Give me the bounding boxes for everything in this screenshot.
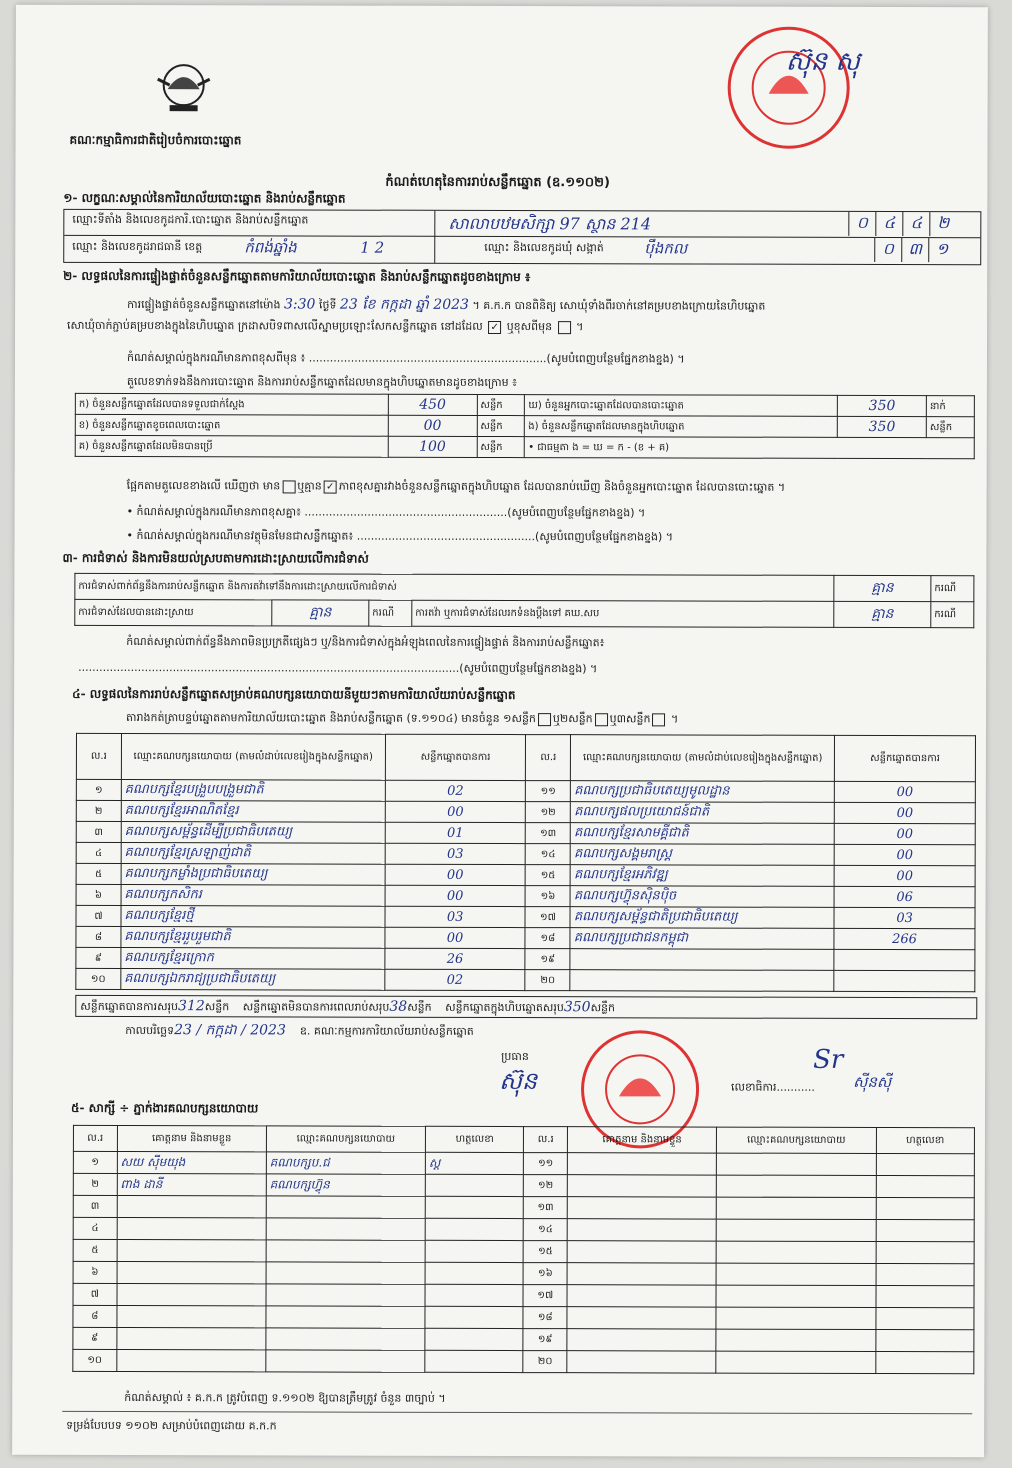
station-label: ឈ្មោះទីតាំង និងលេខកូដការិ.បោះឆ្នោត និងរាប់សន្លឹកឆ្នោត (72, 212, 309, 227)
witness-name (117, 1239, 266, 1261)
row-kh-value: 350 (838, 395, 927, 416)
discrepancy-line: ផ្អែកតាមតួលេខខាងលើ ឃើញថា មាន ឬគ្មាន ✓ ភាពខុសគ្នារវាងចំនួនសន្លឹកឆ្នោតក្នុងហិបឆ្នោត ដែលបានរាប់ឃើញ និងចំនួនអ្នកបោះឆ្នោត ដែលបានបោះឆ្នោត ។ (126, 479, 786, 494)
party-number: ១៦ (526, 886, 571, 907)
witness-empty (717, 1175, 876, 1197)
witness-empty (876, 1263, 975, 1285)
witness-name (117, 1195, 266, 1217)
witness-no: ៧ (73, 1283, 117, 1305)
party-name: គណបក្សសង្គមរាស្ត្រ (570, 844, 834, 866)
province-value: កំពង់ឆ្នាំង (244, 238, 297, 257)
table-row (73, 1349, 974, 1373)
row-c-label: គ) ចំនួនសន្លឹកឆ្នោតដែលមិនបានប្រើ (75, 435, 388, 457)
party-number: ១៧ (525, 907, 570, 928)
party-name: គណបក្សហ៊្វុនស៊ិនប៉ិច (570, 886, 834, 908)
party-number: ២០ (525, 970, 570, 991)
witness-no2: ១៦ (524, 1263, 568, 1285)
secretary-signature: Sr (813, 1044, 844, 1075)
witness-no: ២ (73, 1173, 117, 1195)
row-ng-value: 350 (838, 416, 927, 437)
witness-party: គណបក្សប.ជ (266, 1152, 425, 1174)
footer-note: កំណត់សម្គាល់ ៖ គ.ក.ក ត្រូវបំពេញ ទ.១១០២ ឱ្យបានត្រឹមត្រូវ ចំនួន ៣ច្បាប់ ។ (124, 1391, 446, 1405)
witness-no: ៥ (73, 1239, 117, 1261)
party-votes-table: ល.រ ឈ្មោះគណបក្សនយោបាយ (តាមលំដាប់លេខរៀងក្នុងសន្លឹកឆ្នោត) សន្លឹកឆ្នោតបានការ ល.រ ឈ្មោះគណបក្សនយោបាយ (តាមលំដាប់លេខរៀងក្នុងសន្លឹកឆ្នោត) សន្លឹកឆ្នោតបានការ ១ គណបក្សខ្មែរបង្រួបបង្រួមជាតិ 02 ១១ គណបក្សប្រជាធិបតេយ្យមូលដ្ឋាន 00 ២ គណបក្សខ្មែរអាណិតខ្មែរ 00 ១២ គណបក្សផលប្រយោជន៍ជាតិ 00 ៣ គណបក្សសម្ព័ន្ធដើម្បីប្រជាធិបតេយ្យ 01 ១៣ គណបក្សខ្មែរសាមគ្គីជាតិ 00 ៤ គណបក្សខ្មែរស្រឡាញ់ជាតិ 03 ១៤ គណបក្សសង្គមរាស្ត្រ 00 ៥ គណបក្សកម្លាំងប្រជាធិបតេយ្យ 00 ១៥ គណបក្សខ្មែរអភិវឌ្ឍ 00 ៦ គណបក្សកសិករ 00 ១៦ គណបក្សហ៊្វុនស៊ិនប៉ិច 06 ៧ គណបក្សខ្មែរថ្មី 03 ១៧ គណបក្សសម្ព័ន្ធជាតិប្រជាធិបតេយ្យ 03 ៨ គណបក្សខ្មែររួបរួមជាតិ 00 ១៨ គណបក្សប្រជាជនកម្ពុជា 266 ៩ គណបក្សខ្មែរក្រោក 26 ១៩ ១០ គណបក្សឯករាជ្យប្រជាធិបតេយ្យ 02 ២០ (75, 733, 976, 992)
complaints-resolved-label: ការជំទាស់ដែលបានដោះស្រាយ (75, 599, 272, 626)
witness-no2: ២០ (523, 1351, 567, 1373)
formula: • ជាធម្មតា ង = ឃ = ក - (ខ + គ) (525, 437, 975, 459)
witness-empty (716, 1241, 875, 1263)
table-row (73, 1261, 974, 1285)
witness-no: ១ (73, 1151, 117, 1173)
witness-sign (425, 1328, 523, 1350)
party-number: ៨ (76, 926, 121, 947)
witness-no2: ១៣ (524, 1197, 568, 1219)
table-row (73, 1239, 974, 1263)
party-votes: 00 (834, 802, 975, 823)
sheet3-checkbox[interactable] (652, 713, 665, 726)
witness-empty (875, 1329, 974, 1351)
table-row (73, 1283, 974, 1307)
party-name: គណបក្សខ្មែរបង្រួបបង្រួមជាតិ (121, 780, 385, 802)
party-votes: 02 (385, 780, 526, 801)
row-ng-label: ង) ចំនួនសន្លឹកឆ្នោតដែលមានក្នុងហិបឆ្នោត (525, 416, 838, 438)
party-votes: 00 (385, 927, 526, 948)
witness-empty (717, 1153, 876, 1175)
sheet1-checkbox[interactable] (538, 713, 551, 726)
witness-empty (567, 1329, 716, 1351)
footer-form: ទម្រង់បែបបទ ១១០២ សម្រាប់បំពេញដោយ គ.ក.ក (66, 1418, 277, 1433)
witness-sign (425, 1218, 523, 1240)
section3-note-2: .............................................................................................................(សូមបំពេញបន្ថែមផ្នែកខាងខ្នង) ។ (78, 660, 598, 676)
party-number: ៩ (76, 947, 121, 968)
witness-empty (875, 1307, 974, 1329)
table-row (76, 863, 975, 886)
party-votes: 00 (385, 801, 526, 822)
party-votes: 03 (385, 906, 526, 927)
section1-box (63, 209, 981, 265)
witness-empty (567, 1263, 716, 1285)
party-votes: 26 (385, 948, 526, 969)
witness-party (266, 1306, 425, 1328)
party-name: គណបក្សខ្មែររួបរួមជាតិ (121, 927, 385, 949)
witness-name (117, 1327, 266, 1349)
party-name: គណបក្សប្រជាធិបតេយ្យមូលដ្ឋាន (571, 781, 835, 803)
chair-signature: ស៊ុន (499, 1066, 538, 1096)
correct-checkbox[interactable]: ✓ (488, 320, 501, 333)
witness-empty (567, 1219, 716, 1241)
witness-sign (425, 1284, 523, 1306)
witness-name: ពាង ដានី (117, 1173, 266, 1195)
witness-empty (876, 1285, 975, 1307)
party-number: ១១ (526, 781, 571, 802)
committee-name: គណៈកម្មាធិការជាតិរៀបចំការបោះឆ្នោត (69, 132, 242, 148)
witness-empty (716, 1219, 875, 1241)
party-votes: 01 (385, 822, 526, 843)
document-page (12, 5, 988, 1458)
note-line-3: • កំណត់សម្គាល់ក្នុងករណីមានវត្ថុមិនមែនជាសន្លឹកឆ្នោត៖ ...................................................(សូមបំពេញបន្ថែមផ្នែកខាងខ្នង) ។ (126, 529, 674, 544)
party-number: ១ (76, 779, 121, 800)
complaints-resolved-value: គ្មាន (272, 600, 369, 626)
witness-sign: ស្ត (425, 1152, 523, 1174)
witness-empty (716, 1263, 875, 1285)
section2-heading: ២- លទ្ធផលនៃការផ្ទៀងផ្ទាត់ចំនួនសន្លឹកឆ្នោតតាមការិយាល័យបោះឆ្នោត និងរាប់សន្លឹកឆ្នោតដូចខាងក្រោម ៖ (63, 268, 531, 285)
party-number: ១០ (76, 968, 121, 989)
complaints-forwarded-value: គ្មាន (834, 601, 931, 627)
party-name: គណបក្សខ្មែរអាណិតខ្មែរ (121, 801, 385, 823)
witness-name (116, 1349, 265, 1371)
party-name: គណបក្សសម្ព័ន្ធដើម្បីប្រជាធិបតេយ្យ (121, 822, 385, 844)
witness-no: ១០ (73, 1349, 117, 1371)
witness-sign (425, 1196, 523, 1218)
party-name: គណបក្សកម្លាំងប្រជាធិបតេយ្យ (121, 864, 385, 886)
top-signature: ស៊ុន សុ (785, 46, 861, 77)
witness-empty (875, 1351, 974, 1373)
commune-code: ០ ៣ ១ (874, 238, 955, 262)
secretary-label: លេខាធិការ........... (731, 1080, 815, 1094)
nec-emblem-icon (148, 59, 220, 119)
complaints-table: ការជំទាស់ពាក់ព័ន្ធនឹងការរាប់សន្លឹកឆ្នោត និងការតវ៉ាទៅនឹងការដោះស្រាយលើការជំទាស់ គ្មាន ករណី ការជំទាស់ដែលបានដោះស្រាយ គ្មាន ករណី ការតវ៉ា ឬការជំទាស់ដែលរកទំនងប្តឹងទៅ គឃ.សប គ្មាន ករណី (74, 573, 974, 628)
witness-party: គណបក្សហ៊្វុន (266, 1174, 425, 1196)
reconcile-checks-line: សោឃុំចាក់ភ្ជាប់គម្របខាងក្នុងនៃហិបឆ្នោត ក្រដាសបិទពាសលើស្នាមប្រឡោះសែកសន្លឹកឆ្នោត នៅដដែល ✓ ឬខុសពីមុន ។ (67, 318, 584, 334)
witness-name (117, 1305, 266, 1327)
witness-party (266, 1240, 425, 1262)
has-discrepancy-checkbox[interactable] (282, 480, 295, 493)
witness-name: សយ ស៊ីមយុង (117, 1151, 266, 1173)
party-number: ៧ (76, 905, 121, 926)
province-code: 1 2 (360, 238, 385, 257)
table-row (76, 842, 975, 865)
witness-no2: ១៩ (523, 1329, 567, 1351)
party-number: ១៨ (525, 928, 570, 949)
section4-sheets: តារាងកត់ត្រាបន្ទប់ឆ្នោតតាមការិយាល័យបោះឆ្នោត និងរាប់សន្លឹកឆ្នោត (ទ.១១០៤) មានចំនួន ១សន្លឹក ឬ២សន្លឹក ឬ៣សន្លឹក ។ (126, 711, 679, 726)
witness-no2: ១១ (524, 1153, 568, 1175)
complaints-received-value: គ្មាន (834, 575, 931, 601)
party-votes: 06 (834, 886, 975, 907)
witness-name (117, 1217, 266, 1239)
witness-empty (876, 1197, 975, 1219)
party-votes: 00 (835, 781, 976, 802)
witness-empty (876, 1153, 975, 1175)
witness-sign (425, 1350, 523, 1372)
party-number: ១៩ (525, 949, 570, 970)
party-name: គណបក្សផលប្រយោជន៍ជាតិ (571, 802, 835, 824)
witness-name (117, 1261, 266, 1283)
party-name: គណបក្សឯករាជ្យប្រជាធិបតេយ្យ (121, 969, 385, 991)
section3-note: កំណត់សម្គាល់ពាក់ព័ន្ធនឹងភាពមិនប្រក្រតីផ្សេងៗ ឬ/និងការជំទាស់ក្នុងអំឡុងពេលនៃការផ្ទៀងផ្ទាត់ និងការរាប់សន្លឹកឆ្នោត៖ (126, 635, 605, 650)
table-row (73, 1173, 974, 1197)
witness-sign (425, 1174, 523, 1196)
row-b-label: ខ) ចំនួនសន្លឹកឆ្នោតខូចពេលបោះឆ្នោត (75, 414, 388, 436)
complaints-received-label: ការជំទាស់ពាក់ព័ន្ធនឹងការរាប់សន្លឹកឆ្នោត និងការតវ៉ាទៅនឹងការដោះស្រាយលើការជំទាស់ (75, 573, 834, 601)
row-kh-label: ឃ) ចំនួនអ្នកបោះឆ្នោតដែលបានបោះឆ្នោត (525, 395, 838, 417)
station-value: សាលាបឋមសិក្សា 97 ស្ថាន 214 (448, 213, 652, 234)
table-row (76, 800, 975, 823)
party-name (570, 970, 834, 992)
witness-no2: ១៥ (524, 1241, 568, 1263)
party-name: គណបក្សខ្មែរថ្មី (121, 906, 385, 928)
row-c-value: 100 (388, 436, 477, 457)
table-row (73, 1151, 974, 1175)
counting-line: តួលេខទាក់ទងនឹងការបោះឆ្នោត និងការរាប់សន្លឹកឆ្នោតដែលមានក្នុងហិបឆ្នោតមានដូចខាងក្រោម ៖ (126, 375, 517, 390)
party-number: ៦ (76, 884, 121, 905)
party-number: ៥ (76, 863, 121, 884)
table-row (76, 905, 975, 928)
section3-heading: ៣- ការជំទាស់ និងការមិនយល់ស្របតាមការដោះស្រាយលើការជំទាស់ (62, 550, 369, 566)
note-line-2: • កំណត់សម្គាល់ក្នុងករណីមានភាពខុសគ្នា៖ ..........................................................(សូមបំពេញបន្ថែមផ្នែកខាងខ្នង) ។ (126, 505, 646, 520)
party-name: គណបក្សកសិករ (121, 885, 385, 907)
party-name: គណបក្សសម្ព័ន្ធជាតិប្រជាធិបតេយ្យ (570, 907, 834, 929)
witness-no: ៣ (73, 1195, 117, 1217)
party-number: ២ (76, 800, 121, 821)
party-number: ៤ (76, 842, 121, 863)
witness-empty (567, 1285, 716, 1307)
witness-empty (567, 1307, 716, 1329)
party-name: គណបក្សខ្មែរសាមគ្គីជាតិ (571, 823, 835, 845)
witness-party (266, 1350, 425, 1372)
witness-party (266, 1196, 425, 1218)
witness-empty (876, 1219, 975, 1241)
note-line-1: កំណត់សម្គាល់ក្នុងករណីមានភាពខុសពីមុន ៖ ....................................................................(សូមបំពេញបន្ថែមផ្នែកខាងខ្នង) ។ (126, 351, 685, 366)
party-number: ១៤ (526, 844, 571, 865)
witness-empty (567, 1175, 716, 1197)
witness-empty (567, 1241, 716, 1263)
party-name: គណបក្សប្រជាជនកម្ពុជា (570, 928, 834, 950)
party-number: ៣ (76, 821, 121, 842)
row-a-value: 450 (388, 394, 477, 415)
party-votes: 00 (385, 864, 526, 885)
table-row (73, 1195, 974, 1219)
party-votes (834, 970, 975, 991)
witness-table: ល.រ គោត្តនាម និងនាមខ្លួន ឈ្មោះគណបក្សនយោបាយ ហត្ថលេខា ល.រ គោត្តនាម និងនាមខ្លួន ឈ្មោះគណបក្សនយោបាយ ហត្ថលេខា ១ សយ ស៊ីមយុង គណបក្សប.ជ ស្ត ១១ ២ ពាង ដានី គណបក្សហ៊្វុន ១២ ៣ ១៣ ៤ ១៤ ៥ ១៥ ៦ ១៦ ៧ ១៧ ៨ ១៨ ៩ ១៩ ១០ ២០ (72, 1125, 975, 1374)
witness-sign (425, 1306, 523, 1328)
witness-no2: ១២ (524, 1175, 568, 1197)
party-name (570, 949, 834, 971)
witness-empty (716, 1351, 875, 1373)
party-votes: 03 (385, 843, 526, 864)
party-number: ១៥ (526, 865, 571, 886)
witness-empty (876, 1241, 975, 1263)
party-name: គណបក្សខ្មែរស្រឡាញ់ជាតិ (121, 843, 385, 865)
no-discrepancy-checkbox[interactable]: ✓ (324, 480, 337, 493)
commune-label: ឈ្មោះ និងលេខកូដឃុំ សង្កាត់ (484, 240, 604, 255)
witness-no2: ១៤ (524, 1219, 568, 1241)
form-title: កំណត់ហេតុនៃការរាប់សន្លឹកឆ្នោត (ឧ.១១០២) (385, 174, 610, 191)
table-row (73, 1217, 974, 1241)
party-votes: 00 (834, 823, 975, 844)
section4-heading: ៤- លទ្ធផលនៃការរាប់សន្លឹកឆ្នោតសម្រាប់គណបក្សនយោបាយនីមួយៗតាមការិយាល័យរាប់សន្លឹកឆ្នោត (72, 686, 516, 703)
witness-no: ៤ (73, 1217, 117, 1239)
witness-empty (716, 1307, 875, 1329)
table-row (73, 1327, 974, 1351)
table-row (76, 926, 975, 949)
witness-no: ៦ (73, 1261, 117, 1283)
witness-party (266, 1262, 425, 1284)
witness-empty (876, 1175, 975, 1197)
table-row (76, 947, 975, 970)
row-b-value: 00 (388, 415, 477, 436)
witness-empty (567, 1153, 716, 1175)
row-a-label: ក) ចំនួនសន្លឹកឆ្នោតដែលបានទទួលជាក់ស្តែង (75, 393, 388, 415)
witness-no2: ១៨ (523, 1307, 567, 1329)
table-row (73, 1305, 974, 1329)
table-row (76, 821, 975, 844)
section5-heading: ៥- សាក្សី ÷ ភ្នាក់ងារគណបក្សនយោបាយ (70, 1100, 259, 1116)
commune-value: ប៉ឹងកល (644, 239, 688, 258)
witness-sign (425, 1262, 523, 1284)
station-code: ០ ៤ ៤ ២ (848, 212, 956, 236)
party-votes: 00 (834, 865, 975, 886)
reconcile-time-line: ការផ្ទៀងផ្ទាត់ចំនួនសន្លឹកឆ្នោតនៅម៉ោង 3:30 ថ្ងៃទី 23 ខែ កក្កដា ឆ្នាំ 2023 ។ គ.ក.ក បានពិនិត្យ សោឃុំទាំងពីរចាក់នៅគម្របខាងក្រោយនៃហិបឆ្នោត (127, 296, 766, 313)
party-votes: 02 (385, 969, 526, 990)
table-row (76, 779, 975, 802)
witness-empty (567, 1197, 716, 1219)
witness-empty (716, 1197, 875, 1219)
witness-sign (425, 1240, 523, 1262)
witness-party (266, 1284, 425, 1306)
ballot-reconciliation-table: ក) ចំនួនសន្លឹកឆ្នោតដែលបានទទួលជាក់ស្តែង 450 សន្លឹក ឃ) ចំនួនអ្នកបោះឆ្នោតដែលបានបោះឆ្នោត 350 នាក់ ខ) ចំនួនសន្លឹកឆ្នោតខូចពេលបោះឆ្នោត 00 សន្លឹក ង) ចំនួនសន្លឹកឆ្នោតដែលមានក្នុងហិបឆ្នោត 350 សន្លឹក គ) ចំនួនសន្លឹកឆ្នោតដែលមិនបានប្រើ 100 សន្លឹក • ជាធម្មតា ង = ឃ = ក - (ខ + គ) (75, 393, 975, 459)
witness-no2: ១៧ (523, 1285, 567, 1307)
table-row (76, 884, 975, 907)
party-name: គណបក្សខ្មែរអភិវឌ្ឍ (570, 865, 834, 887)
witness-no: ៨ (73, 1305, 117, 1327)
date-line: កាលបរិច្ឆេទ23 / កក្កដា / 2023 ឧ. គណៈកម្មការការិយាល័យរាប់សន្លឹកឆ្នោត (125, 1022, 474, 1039)
other-checkbox[interactable] (558, 321, 571, 334)
witness-party (266, 1328, 425, 1350)
table-row (76, 968, 975, 991)
chair-label: ប្រធាន (501, 1050, 529, 1064)
secretary-name: ស៊ីនសុី (853, 1072, 892, 1092)
party-number: ១៣ (526, 823, 571, 844)
party-number: ១២ (526, 802, 571, 823)
party-votes (834, 949, 975, 970)
section1-heading: ១- លក្ខណៈសម្គាល់នៃការិយាល័យបោះឆ្នោត និងរាប់សន្លឹកឆ្នោត (63, 190, 346, 206)
witness-empty (567, 1351, 716, 1373)
party-votes: 00 (385, 885, 526, 906)
party-votes: 00 (834, 844, 975, 865)
witness-empty (716, 1329, 875, 1351)
party-name: គណបក្សខ្មែរក្រោក (121, 948, 385, 970)
witness-name (117, 1283, 266, 1305)
totals-row: សន្លឹកឆ្នោតបានការសរុប312សន្លឹក សន្លឹកឆ្នោតមិនបានការពេលរាប់សរុប38សន្លឹក សន្លឹកឆ្នោតក្នុងហិបឆ្នោតសរុប350សន្លឹក (75, 995, 977, 1019)
witness-empty (716, 1285, 875, 1307)
witness-no: ៩ (73, 1327, 117, 1349)
witness-party (266, 1218, 425, 1240)
complaints-forwarded-label: ការតវ៉ា ឬការជំទាស់ដែលរកទំនងប្តឹងទៅ គឃ.សប (412, 600, 834, 627)
province-label: ឈ្មោះ និងលេខកូដរាជធានី ខេត្ត (72, 239, 203, 254)
party-votes: 03 (834, 907, 975, 928)
party-votes: 266 (834, 928, 975, 949)
sheet2-checkbox[interactable] (595, 713, 608, 726)
